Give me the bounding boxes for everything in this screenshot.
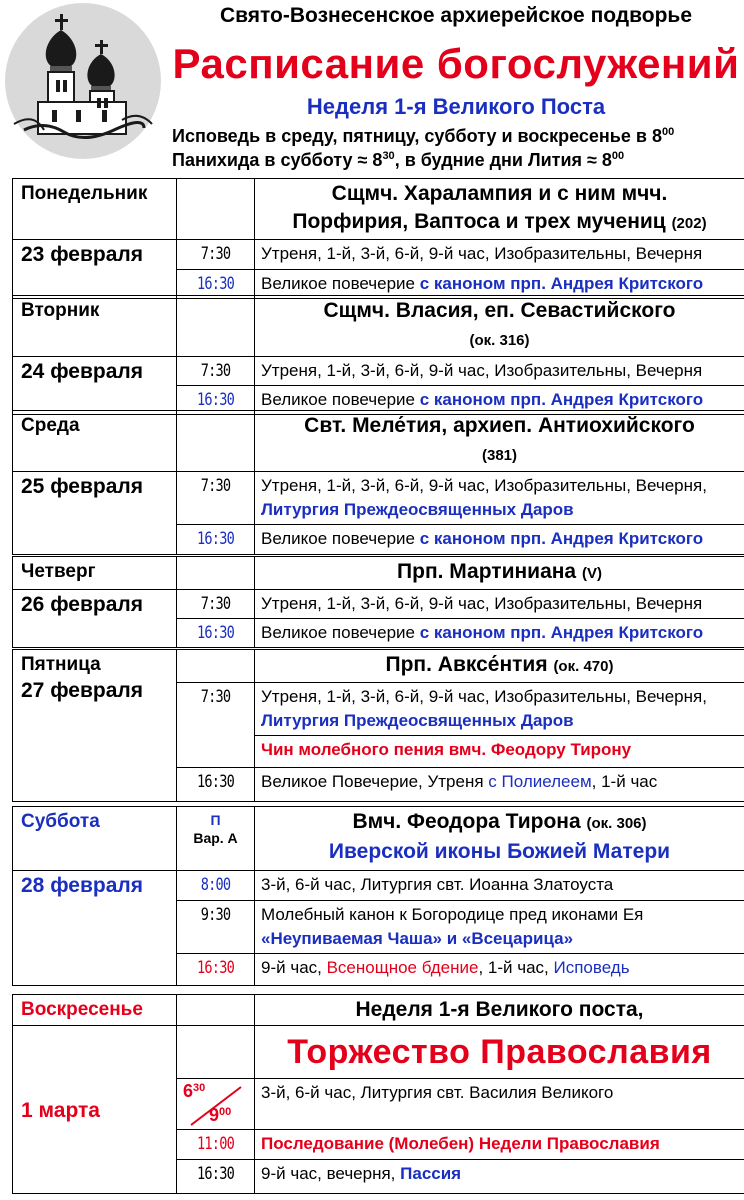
day-date: 23 февраля [21, 243, 143, 266]
day-date: 24 февраля [21, 360, 143, 383]
service-time: 16:30 [197, 1164, 234, 1184]
service-time: 16:30 [197, 623, 234, 643]
service-time: 7:30 [200, 687, 231, 707]
service-time: 16:30 [197, 958, 234, 978]
service-text: 9-й час, Всенощное бдение, 1-й час, Исповедь [261, 958, 630, 977]
service-time: 7:30 [200, 476, 231, 496]
service-text: Последование (Молебен) Недели Православия [261, 1134, 660, 1153]
day-thursday [12, 556, 744, 648]
service-text: Великое повечерие с каноном прп. Андрея Критского [261, 390, 704, 409]
service-text: Великое повечерие с каноном прп. Андрея Критского [261, 274, 704, 293]
day-name: Воскресенье [21, 999, 143, 1020]
day-friday [12, 649, 744, 802]
service-time: 7:30 [200, 594, 231, 614]
service-time: 11:00 [197, 1134, 234, 1154]
page-title: Расписание богослужений [172, 40, 740, 87]
confession-note: Исповедь в среду, пятницу, субботу и воскресенье в $8^{00}$ [172, 126, 675, 146]
service-text: Великое повечерие с каноном прп. Андрея Критского [261, 623, 704, 642]
saint-title: Сщмч. Харалампия и с ним мчч. Порфирия, Ваптоса и трех мучениц (202) [292, 182, 707, 233]
service-time: 9:30 [200, 905, 231, 925]
service-time: 16:30 [197, 390, 234, 410]
feast-title: Торжество Православия [287, 1033, 712, 1071]
service-text: Утреня, 1-й, 3-й, 6-й, 9-й час, Изобразительны, Вечерня, Литургия Преждеосвященных Даров [261, 476, 707, 519]
day-sunday [12, 994, 744, 1194]
saint-title: Прп. Мартиниана (V) [397, 560, 602, 583]
day-date: 1 марта [21, 1098, 100, 1122]
panikhida-note: Панихида в субботу ≈ $8^{30}$, в будние дни Лития ≈ $8^{00}$ [172, 150, 625, 170]
service-time: 8:00 [200, 875, 231, 895]
service-text: Утреня, 1-й, 3-й, 6-й, 9-й час, Изобразительны, Вечерня [261, 594, 703, 613]
service-text: Великое повечерие с каноном прп. Андрея Критского [261, 529, 704, 548]
service-text: 9-й час, вечерня, Пассия [261, 1164, 462, 1183]
day-date: 27 февраля [21, 679, 143, 702]
day-name: Суббота [21, 811, 100, 832]
service-text: Великое Повечерие, Утреня с Полиелеем, 1-й час [261, 772, 658, 791]
service-time: 7:30 [200, 361, 231, 381]
service-text: Утреня, 1-й, 3-й, 6-й, 9-й час, Изобразительны, Вечерня, Литургия Преждеосвященных Даров [261, 687, 707, 730]
saint-title: Прп. Авксе́нтия (ок. 470) [385, 653, 614, 676]
day-wednesday [12, 410, 744, 555]
day-name: Вторник [21, 300, 100, 321]
day-saturday [12, 806, 744, 986]
day-name: Среда [21, 415, 80, 436]
day-date: 28 февраля [21, 874, 143, 897]
day-date: 26 февраля [21, 593, 143, 616]
day-monday [12, 178, 744, 299]
saint-title: Сщмч. Власия, еп. Севастийского (ок. 316) [323, 299, 676, 349]
service-mark: П Вар. А [193, 812, 238, 846]
organization-name: Свято-Вознесенское архиерейское подворье [219, 4, 693, 27]
day-name: Четверг [21, 561, 96, 582]
service-text: Чин молебного пения вмч. Феодору Тирону [261, 740, 632, 759]
service-time: $6^{30}$ $9^{00}$ [177, 1079, 254, 1129]
service-text: Утреня, 1-й, 3-й, 6-й, 9-й час, Изобразительны, Вечерня [261, 361, 703, 380]
week-title: Неделя 1-я Великого Поста [306, 94, 606, 119]
day-tuesday [12, 295, 744, 415]
saint-title: Вмч. Феодора Тирона (ок. 306) Иверской иконы Божией Матери [328, 810, 671, 863]
service-time: 7:30 [200, 244, 231, 264]
day-date: 25 февраля [21, 475, 143, 498]
service-time: 16:30 [197, 529, 234, 549]
saint-title: Неделя 1-я Великого поста, [355, 998, 644, 1021]
day-name: Пятница [21, 654, 101, 675]
service-text: Утреня, 1-й, 3-й, 6-й, 9-й час, Изобразительны, Вечерня [261, 244, 703, 263]
service-text: 3-й, 6-й час, Литургия свт. Василия Великого [261, 1083, 614, 1102]
service-time: 16:30 [197, 772, 234, 792]
service-text: 3-й, 6-й час, Литургия свт. Иоанна Златоуста [261, 875, 614, 894]
church-logo [4, 2, 162, 160]
saint-title: Свт. Меле́тия, архиеп. Антиохийского (381) [304, 414, 695, 464]
header [0, 0, 744, 178]
day-name: Понедельник [21, 183, 148, 204]
service-text: Молебный канон к Богородице пред иконами Ея «Неупиваемая Чаша» и «Всецарица» [261, 905, 644, 948]
service-time: 16:30 [197, 274, 234, 294]
